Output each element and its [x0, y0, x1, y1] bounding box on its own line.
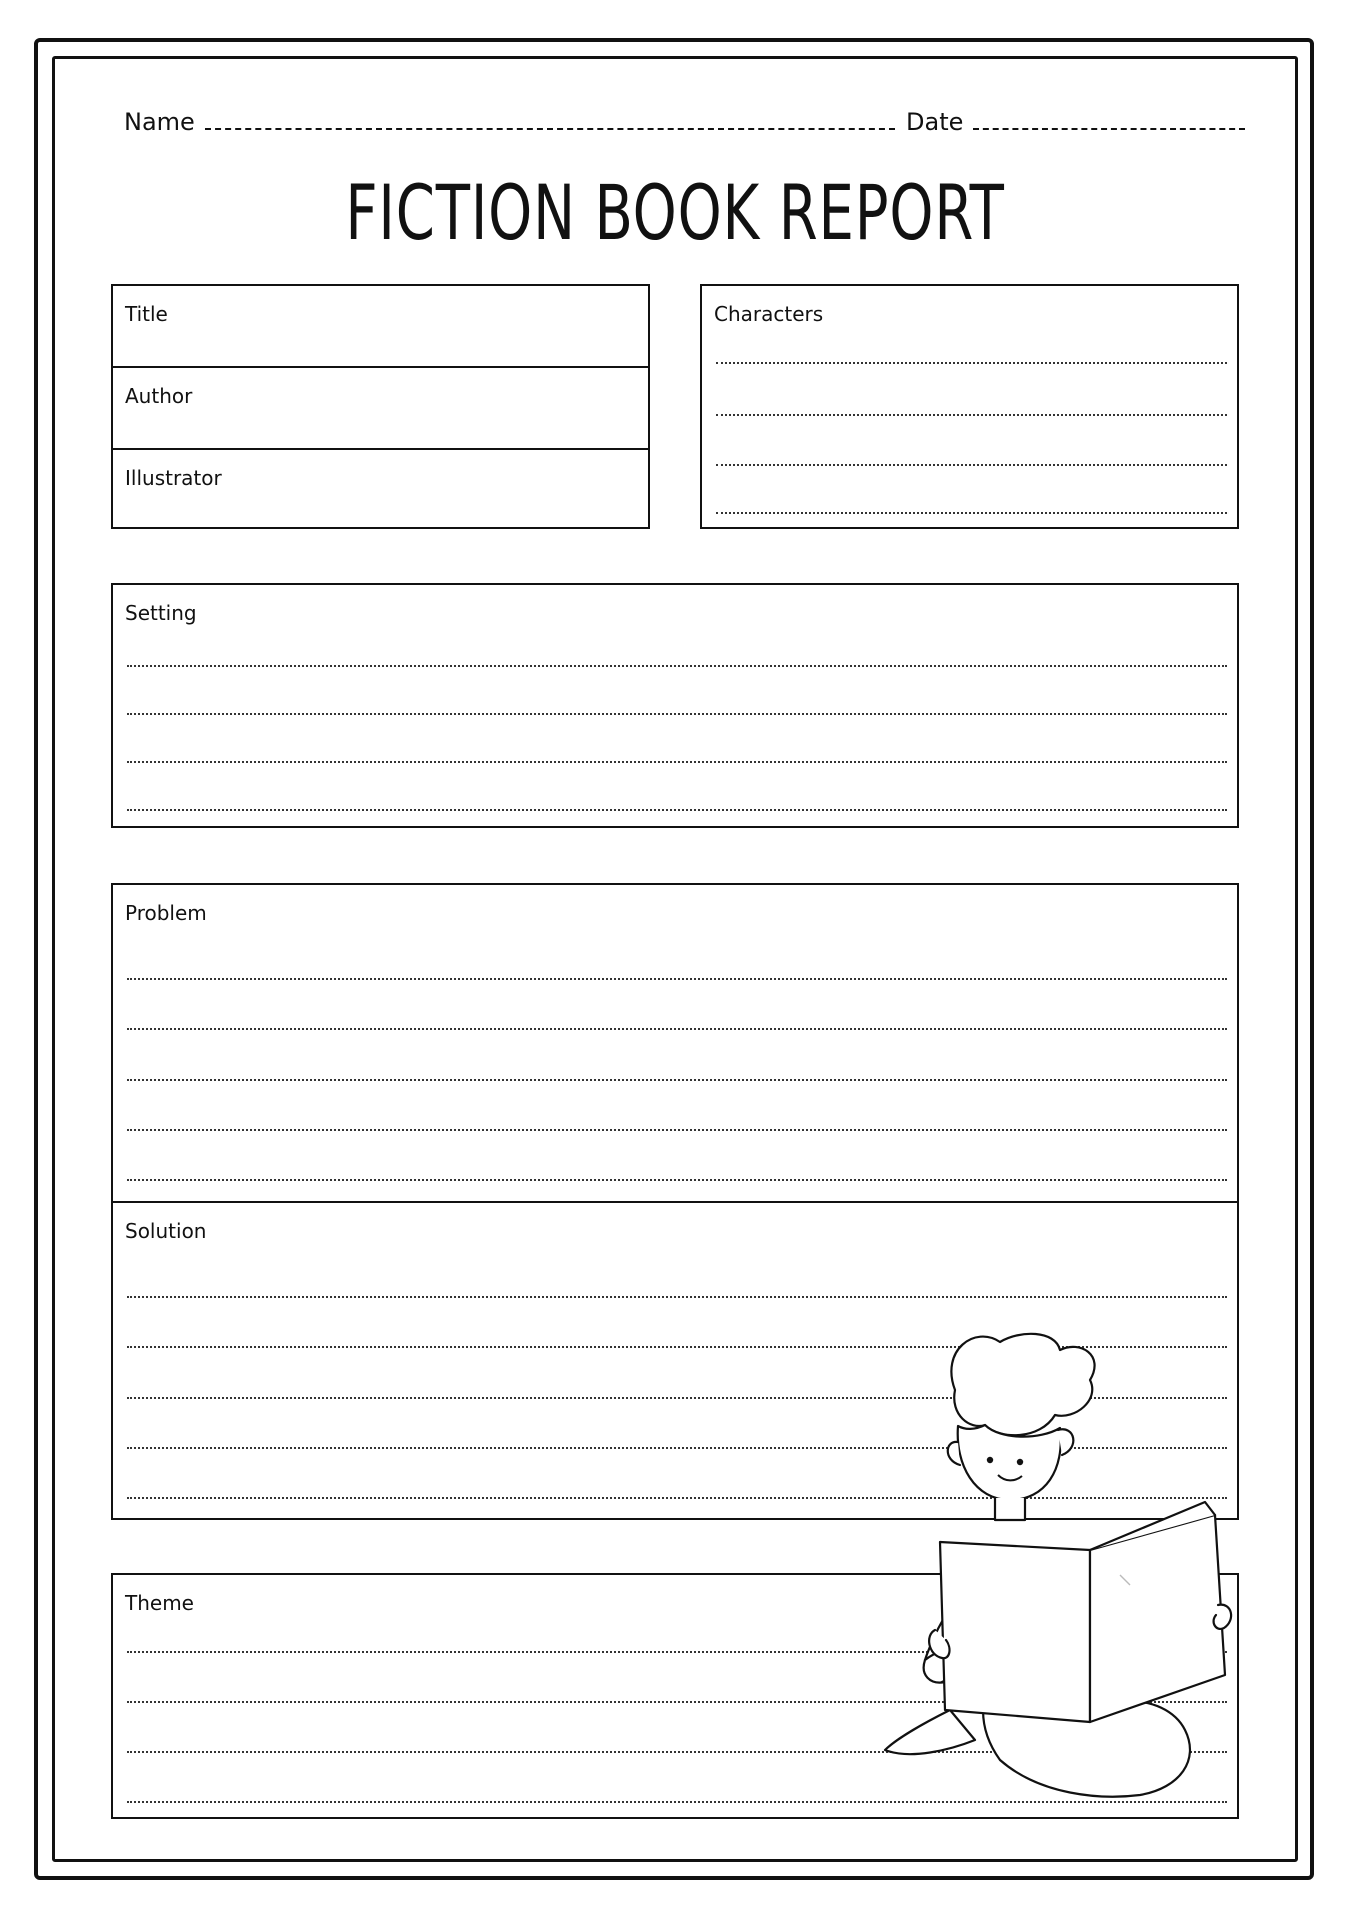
- theme-label: Theme: [125, 1591, 194, 1615]
- problem-label: Problem: [125, 901, 207, 925]
- date-blank[interactable]: [973, 110, 1245, 130]
- writing-line: [716, 414, 1227, 416]
- date-label: Date: [906, 108, 964, 136]
- name-label: Name: [124, 108, 195, 136]
- writing-line: [127, 1028, 1227, 1030]
- author-label: Author: [125, 384, 193, 408]
- writing-line: [127, 761, 1227, 763]
- characters-label: Characters: [714, 302, 824, 326]
- name-field[interactable]: [124, 108, 895, 136]
- date-field[interactable]: [906, 108, 1245, 136]
- author-divider: [113, 366, 648, 368]
- book-info-box: [111, 284, 650, 529]
- writing-line: [127, 1179, 1227, 1181]
- writing-line: [127, 713, 1227, 715]
- illustrator-label: Illustrator: [125, 466, 222, 490]
- child-reading-book-icon: [880, 1330, 1240, 1810]
- page-title: FICTION BOOK REPORT: [345, 168, 1005, 257]
- writing-line: [716, 362, 1227, 364]
- setting-label: Setting: [125, 601, 197, 625]
- illustrator-divider: [113, 448, 648, 450]
- writing-line: [127, 1079, 1227, 1081]
- writing-line: [716, 512, 1227, 514]
- writing-line: [127, 1129, 1227, 1131]
- characters-box[interactable]: [700, 284, 1239, 529]
- writing-line: [716, 464, 1227, 466]
- writing-line: [127, 1296, 1227, 1298]
- writing-line: [127, 809, 1227, 811]
- name-blank[interactable]: [205, 110, 895, 130]
- setting-box[interactable]: [111, 583, 1239, 828]
- solution-divider: [113, 1201, 1237, 1203]
- writing-line: [127, 665, 1227, 667]
- title-label: Title: [125, 302, 168, 326]
- writing-line: [127, 978, 1227, 980]
- solution-label: Solution: [125, 1219, 207, 1243]
